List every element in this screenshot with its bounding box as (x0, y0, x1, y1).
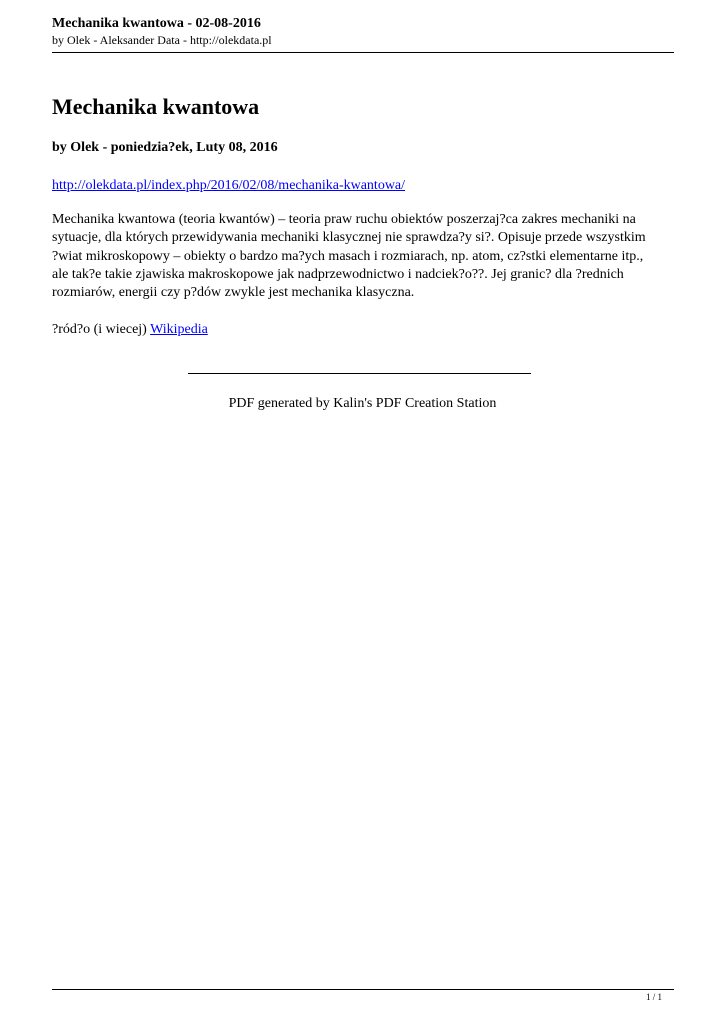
body-line: rozmiarów, energii czy p?dów zwykle jest mechanika klasyczna. (52, 285, 415, 301)
article-title: Mechanika kwantowa (52, 94, 260, 119)
permalink-link[interactable]: http://olekdata.pl/index.php/2016/02/08/mechanika-kwantowa/ (52, 178, 406, 193)
generator-note: PDF generated by Kalin's PDF Creation Station (228, 396, 497, 411)
separator-line (188, 373, 531, 374)
header-subtitle: by Olek - Aleksander Data - http://olekdata.pl (52, 33, 272, 47)
header-title: Mechanika kwantowa - 02-08-2016 (52, 16, 261, 31)
source-line (52, 321, 208, 339)
permalink-line (52, 177, 405, 195)
body-line: ?wiat mikroskopowy – obiekty o bardzo ma?ych masach i rozmiarach, np. atom, cz?stki elementarne itp., (52, 248, 644, 264)
article-byline: by Olek - poniedzia?ek, Luty 08, 2016 (52, 140, 278, 155)
article-body (52, 211, 676, 302)
body-line: sytuacje, dla których przewidywania mechaniki klasycznej nie sprawdza?y si?. Opisuje przede wszystkim (52, 230, 646, 246)
header-divider (52, 52, 674, 53)
page-number: 1 / 1 (645, 992, 662, 1002)
body-line: Mechanika kwantowa (teoria kwantów) – teoria praw ruchu obiektów poszerzaj?ca zakres mechaniki na (52, 212, 636, 227)
footer-divider (52, 989, 674, 990)
page-header (52, 15, 674, 48)
source-prefix: ?ród?o (i wiecej) (52, 322, 151, 337)
body-line: ale tak?e takie zjawiska makroskopowe jak nadprzewodnictwo i nadciek?o??. Jej granic? dla ?rednich (52, 266, 624, 282)
wikipedia-link[interactable]: Wikipedia (150, 322, 208, 337)
